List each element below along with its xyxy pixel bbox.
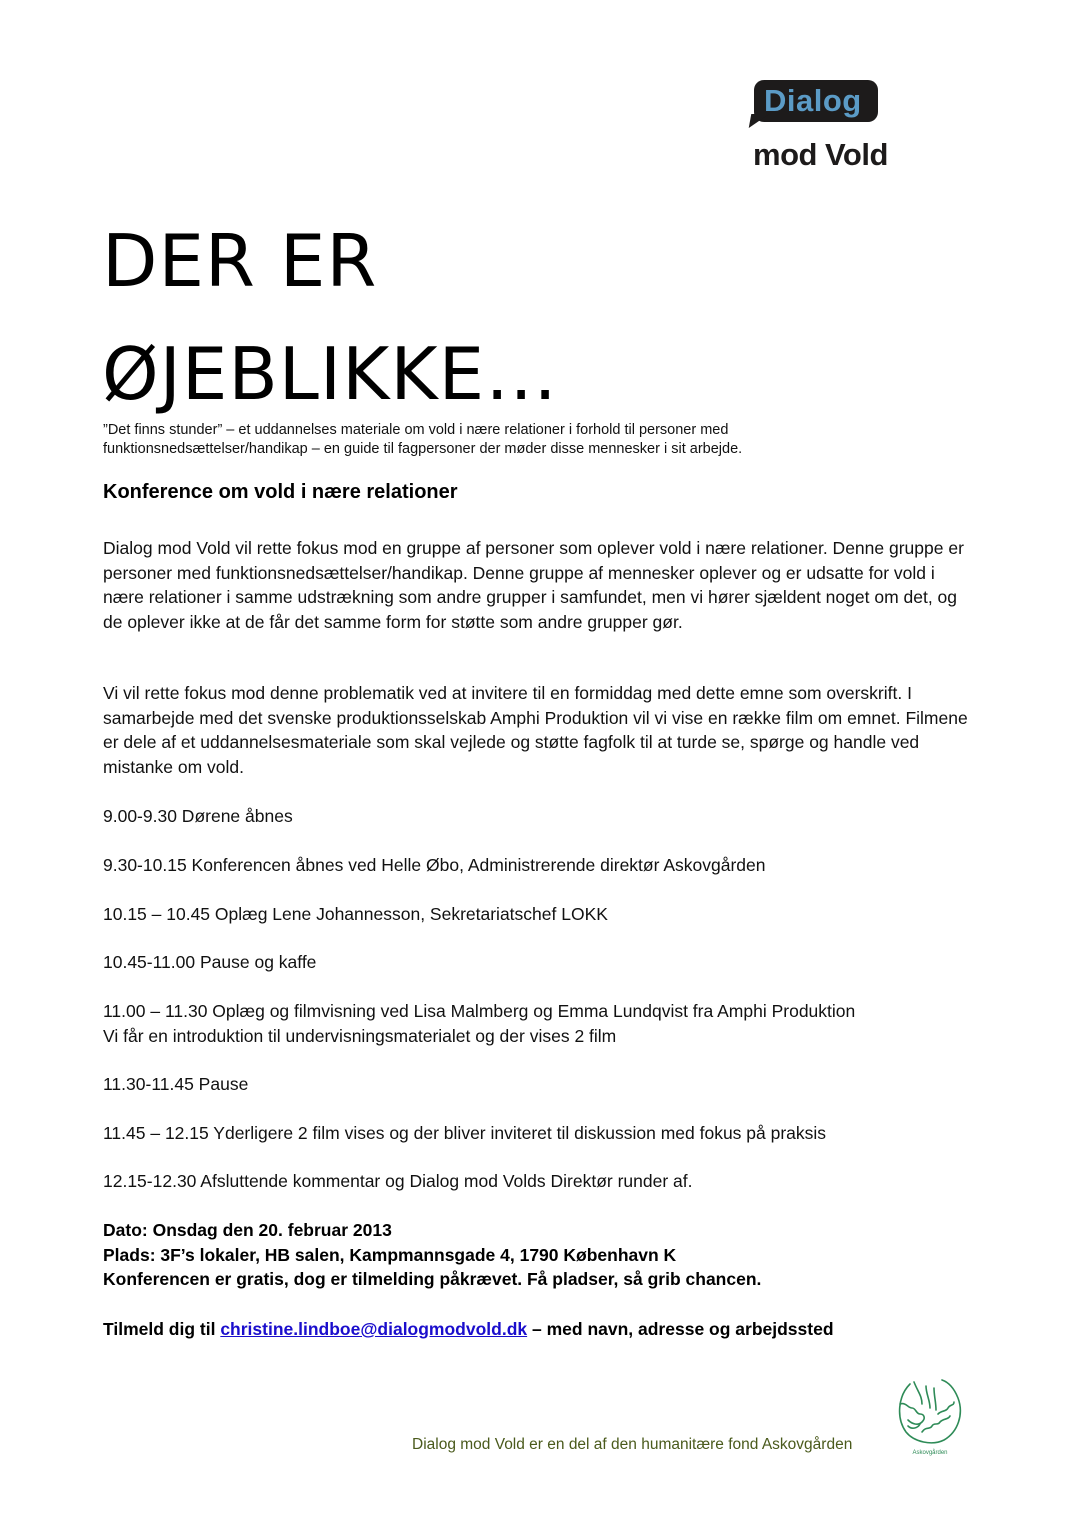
schedule-item: 9.30-10.15 Konferencen åbnes ved Helle Øbo, Administrerende direktør Askovgården (103, 855, 766, 875)
schedule-item (103, 999, 855, 1048)
schedule-item: 11.30-11.45 Pause (103, 1074, 249, 1094)
event-note: Konferencen er gratis, dog er tilmelding påkrævet. Få pladser, så grib chancen. (103, 1269, 762, 1289)
schedule-item-title: 11.00 – 11.30 Oplæg og filmvisning ved Lisa Malmberg og Emma Lundqvist fra Amphi Produktion (103, 1001, 856, 1021)
logo-mod-vold-text: mod Vold (753, 137, 888, 172)
schedule-item: 10.15 – 10.45 Oplæg Lene Johannesson, Sekretariatschef LOKK (103, 904, 608, 924)
schedule-item: 11.45 – 12.15 Yderligere 2 film vises og der bliver inviteret til diskussion med fokus på praksis (103, 1123, 827, 1143)
signup-line (103, 1317, 834, 1342)
signup-prefix: Tilmeld dig til (103, 1319, 221, 1339)
event-info (103, 1218, 761, 1292)
askov-logo-label: Askovgården (912, 1450, 948, 1456)
logo-dialog-text: Dialog (764, 83, 862, 118)
schedule-item: 12.15-12.30 Afsluttende kommentar og Dialog mod Volds Direktør runder af. (103, 1171, 693, 1191)
footer-text: Dialog mod Vold er en del af den humanitære fond Askovgården (412, 1436, 853, 1453)
subtitle: ”Det finns stunder” – et uddannelses materiale om vold i nære relationer i forhold til personer med funktionsnedsættelser/handikap – en guide til fagpersoner der møder disse mennesker i sit arbejde. (103, 422, 743, 457)
section-heading: Konference om vold i nære relationer (103, 481, 458, 503)
event-date: Dato: Onsdag den 20. februar 2013 (103, 1220, 392, 1240)
signup-suffix: – med navn, adresse og arbejdssted (527, 1319, 834, 1339)
paragraph: Dialog mod Vold vil rette fokus mod en gruppe af personer som oplever vold i nære relationer. Denne gruppe er personer med funktionsnedsættelser/handikap. Denne gruppe af mennesker oplever og er udsatte for vold i nære relationer i samme udstrækning som andre grupper i samfundet, men vi hører sjældent noget om det, og de oplever ikke at de får det samme form for støtte som andre grupper gør. (103, 538, 964, 632)
title-line-1: DER ER (102, 219, 378, 303)
schedule-item: 9.00-9.30 Dørene åbnes (103, 806, 293, 826)
dialog-mod-vold-logo (748, 80, 888, 172)
schedule-item-detail: Vi får en introduktion til undervisningsmaterialet og der vises 2 film (103, 1025, 617, 1046)
schedule-item: 10.45-11.00 Pause og kaffe (103, 952, 317, 972)
event-place: Plads: 3F’s lokaler, HB salen, Kampmannsgade 4, 1790 København K (103, 1244, 677, 1265)
askovgaarden-logo-icon (892, 1374, 968, 1458)
paragraph: Vi vil rette fokus mod denne problematik ved at invitere til en formiddag med dette emne som overskrift. I samarbejde med det svenske produktionsselskab Amphi Produktion vil vi vise en række film om emnet. Filmene er dele af et uddannelsesmateriale som skal vejlede og støtte fagfolk til at turde se, spørge og handle ved mistanke om vold. (103, 683, 968, 777)
page-title (102, 205, 558, 431)
signup-email-link[interactable]: christine.lindboe@dialogmodvold.dk (220, 1319, 528, 1339)
title-line-2: ØJEBLIKKE… (102, 332, 559, 416)
